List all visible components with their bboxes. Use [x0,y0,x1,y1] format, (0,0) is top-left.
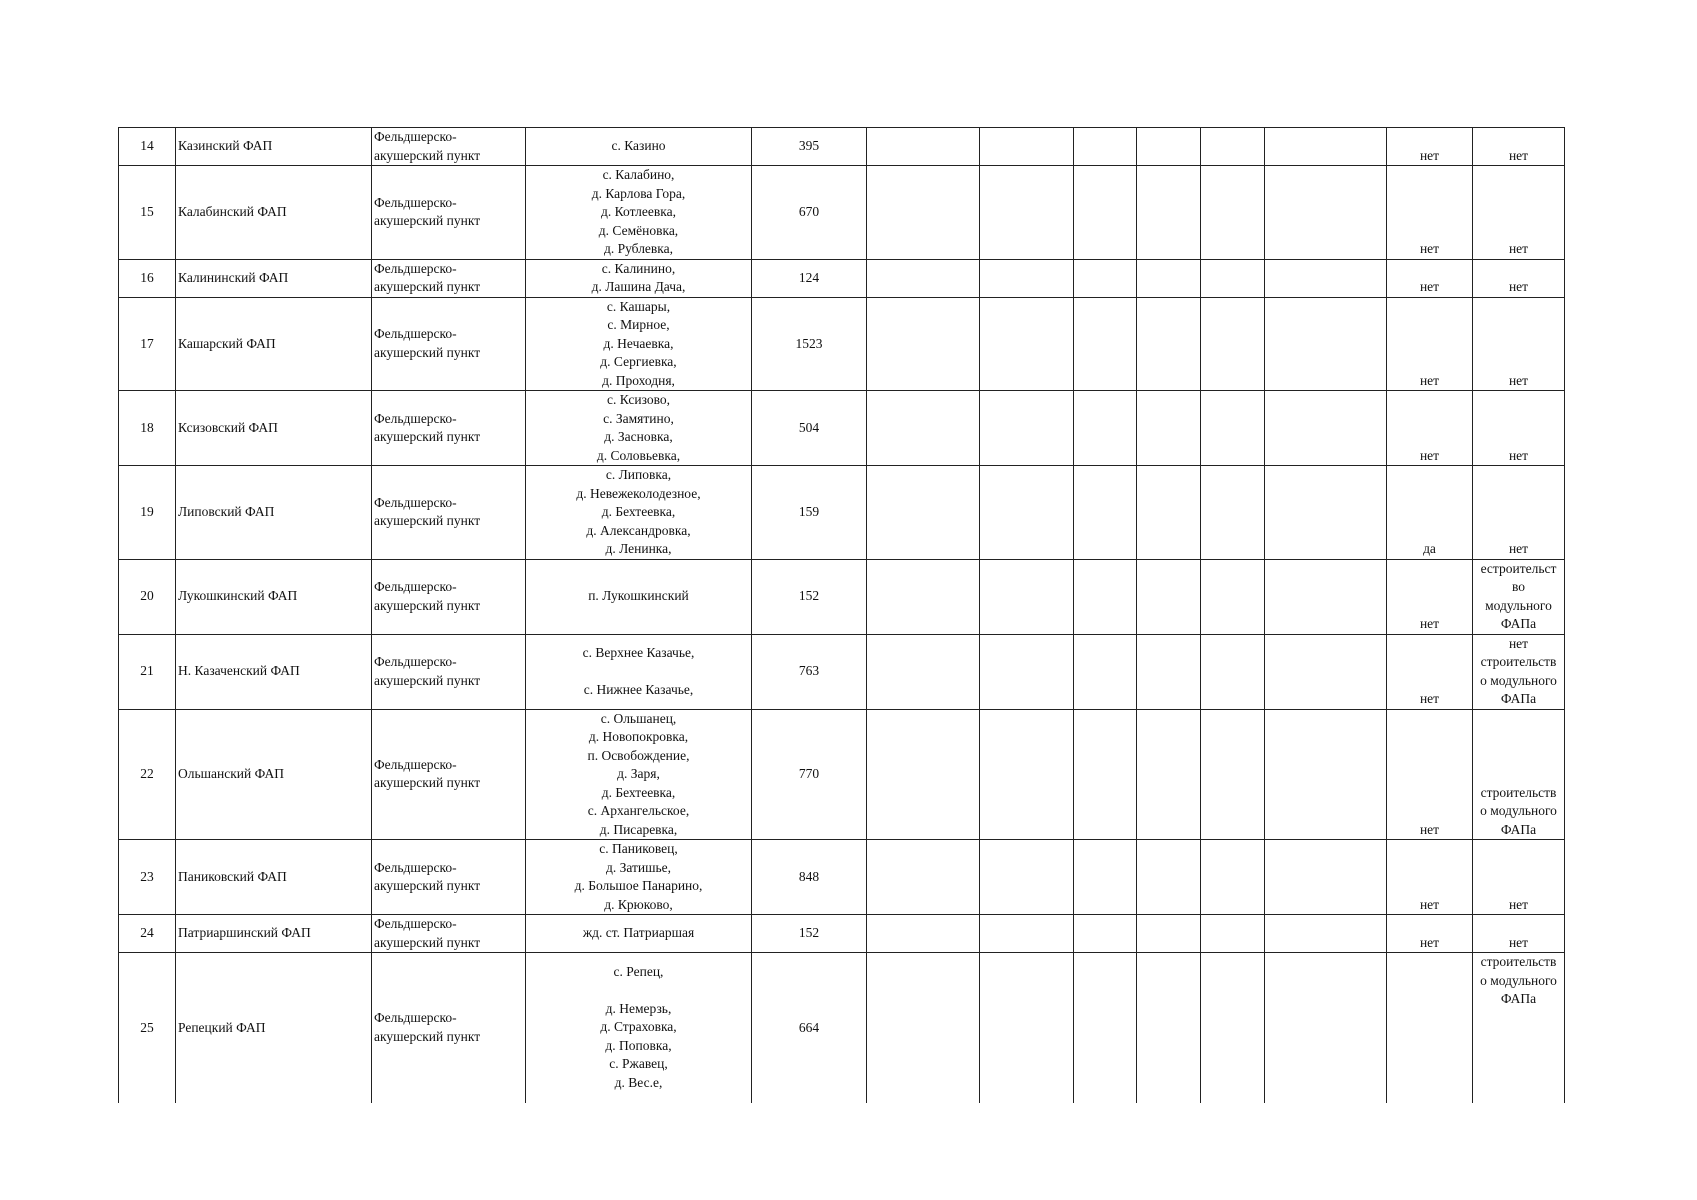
facility-type-line: Фельдшерско- [374,654,457,669]
empty-cell [1265,259,1387,297]
served-settlements [526,915,752,953]
row-number: 18 [119,391,176,466]
facility-type [372,259,526,297]
empty-cell [1137,634,1201,709]
population: 664 [752,953,867,1103]
empty-cell [1201,466,1265,560]
status-flag: нет [1387,709,1473,840]
empty-cell [980,559,1074,634]
served-settlements-line: д. Новопокровка, [588,729,689,744]
facility-type-line: Фельдшерско- [374,1010,457,1026]
population: 1523 [752,297,867,391]
facility-type [372,128,526,166]
facility-type [372,391,526,466]
served-settlements [526,391,752,466]
served-settlements-line: д. Карлова Гора, [591,185,686,201]
served-settlements [526,953,752,1103]
population: 152 [752,559,867,634]
status-note [1473,634,1565,709]
facility-type-line: акушерский пункт [374,279,481,294]
served-settlements-line: д. Проходня, [602,372,675,388]
facility-type-line: Фельдшерско- [374,916,457,931]
facility-name: Казинский ФАП [176,128,372,166]
empty-cell [867,391,980,466]
empty-cell [867,840,980,915]
facility-type-line: Фельдшерско- [374,494,457,510]
row-number: 14 [119,128,176,166]
served-settlements-line: д. Засновка, [604,429,673,444]
facility-type-line: акушерский пункт [374,934,481,950]
served-settlements-line: с. Калабино, [602,167,675,182]
empty-cell [980,840,1074,915]
population: 848 [752,840,867,915]
status-note [1473,166,1565,260]
empty-cell [1137,259,1201,297]
empty-cell [867,166,980,260]
empty-cell [1201,709,1265,840]
empty-cell [1074,391,1137,466]
facility-type-line: Фельдшерско- [374,410,457,426]
served-settlements-line: жд. ст. Патриаршая [582,925,695,941]
served-settlements-line [528,982,749,1000]
row-number: 15 [119,166,176,260]
facility-name: Калининский ФАП [176,259,372,297]
status-note-line: во [1511,579,1526,594]
facility-name: Лукошкинский ФАП [176,559,372,634]
table-row [119,166,1565,260]
facility-type-line: Фельдшерско- [374,859,457,875]
served-settlements-line: д. Писаревка, [599,821,678,837]
status-flag: нет [1387,840,1473,915]
served-settlements-line: с. Липовка, [605,467,672,482]
served-settlements-line: д. Лашина Дача, [591,279,686,294]
empty-cell [1074,559,1137,634]
facility-type-line: акушерский пункт [374,597,481,613]
status-note-line: нет [1508,241,1529,256]
served-settlements-line: д. Заря, [617,766,660,781]
status-flag: нет [1387,391,1473,466]
empty-cell [1137,391,1201,466]
population: 159 [752,466,867,560]
status-flag: нет [1387,634,1473,709]
empty-cell [1265,391,1387,466]
empty-cell [1265,915,1387,953]
empty-cell [1265,709,1387,840]
facility-type-line: Фельдшерско- [374,260,457,276]
facility-type [372,466,526,560]
facility-type-line: акушерский пункт [374,513,481,529]
table-row [119,840,1565,915]
facility-type [372,559,526,634]
served-settlements-line [528,663,749,681]
status-flag: нет [1387,915,1473,953]
served-settlements-line: д. Ленинка, [605,541,672,556]
served-settlements-line: д. Немерзь, [605,1000,672,1016]
status-note-line: нет [1508,635,1529,651]
status-note-line: естроительст [1480,560,1557,576]
empty-cell [1201,634,1265,709]
served-settlements-line: д. Сергиевка, [600,354,677,369]
served-settlements [526,559,752,634]
table-row [119,128,1565,166]
status-flag: нет [1387,559,1473,634]
status-note-line: ФАПа [1500,991,1537,1006]
empty-cell [1137,559,1201,634]
empty-cell [1137,953,1201,1103]
served-settlements-line: с. Кашары, [606,298,671,314]
row-number: 25 [119,953,176,1103]
facility-type [372,840,526,915]
status-flag: да [1387,466,1473,560]
population: 770 [752,709,867,840]
status-note [1473,466,1565,560]
served-settlements [526,634,752,709]
empty-cell [980,297,1074,391]
empty-cell [980,259,1074,297]
served-settlements-line: д. Поповка, [605,1037,672,1053]
row-number: 16 [119,259,176,297]
served-settlements-line: с. Репец, [613,964,664,980]
served-settlements-line: с. Паниковец, [599,841,678,856]
empty-cell [1265,297,1387,391]
served-settlements-line: с. Ксизово, [606,392,671,407]
empty-cell [867,709,980,840]
status-note-line: о модульного [1480,972,1557,988]
facility-name: Кашарский ФАП [176,297,372,391]
status-flag: нет [1387,166,1473,260]
status-note-line: о модульного [1480,803,1557,818]
facility-name: Н. Казаченский ФАП [176,634,372,709]
served-settlements [526,466,752,560]
empty-cell [980,915,1074,953]
empty-cell [867,953,980,1103]
empty-cell [1265,128,1387,166]
empty-cell [1074,466,1137,560]
served-settlements-line: д. Бехтеевка, [601,784,676,800]
status-note [1473,297,1565,391]
empty-cell [1201,391,1265,466]
empty-cell [1074,166,1137,260]
empty-cell [1201,840,1265,915]
facility-type [372,915,526,953]
empty-cell [1074,128,1137,166]
empty-cell [1074,297,1137,391]
empty-cell [1265,953,1387,1103]
facility-type-line: акушерский пункт [374,775,481,791]
served-settlements-line: с. Ржавец, [609,1056,668,1072]
facility-type-line: акушерский пункт [374,672,481,688]
served-settlements-line: с. Архангельское, [587,803,690,818]
empty-cell [1137,166,1201,260]
empty-cell [1074,709,1137,840]
row-number: 20 [119,559,176,634]
served-settlements-line: д. Затишье, [605,859,672,875]
facility-name: Ксизовский ФАП [176,391,372,466]
empty-cell [1074,634,1137,709]
empty-cell [980,709,1074,840]
served-settlements-line: с. Казино [611,138,666,154]
served-settlements-line: п. Освобождение, [587,747,690,763]
facility-name: Патриаршинский ФАП [176,915,372,953]
empty-cell [980,128,1074,166]
facility-type-line: акушерский пункт [374,344,481,360]
status-note-line: нет [1508,279,1529,294]
empty-cell [867,915,980,953]
row-number: 22 [119,709,176,840]
served-settlements [526,297,752,391]
status-note [1473,259,1565,297]
served-settlements-line: д. Невежеколодезное, [576,485,701,501]
facility-type [372,634,526,709]
empty-cell [867,466,980,560]
population: 395 [752,128,867,166]
empty-cell [867,634,980,709]
row-number: 21 [119,634,176,709]
facility-type-line: Фельдшерско- [374,129,457,144]
empty-cell [980,953,1074,1103]
empty-cell [1137,128,1201,166]
population: 670 [752,166,867,260]
facility-type-line: Фельдшерско- [374,756,457,772]
status-note-line: ФАПа [1500,616,1537,631]
empty-cell [867,259,980,297]
facility-type [372,953,526,1103]
empty-cell [1201,915,1265,953]
facility-name: Репецкий ФАП [176,953,372,1103]
facility-name: Ольшанский ФАП [176,709,372,840]
status-note-line: нет [1508,372,1529,388]
population: 124 [752,259,867,297]
served-settlements-line: д. Соловьевка, [596,447,681,463]
table-row [119,297,1565,391]
status-flag: нет [1387,259,1473,297]
status-note-line: нет [1508,934,1529,950]
status-note [1473,391,1565,466]
facility-type [372,709,526,840]
empty-cell [1137,297,1201,391]
served-settlements-line: д. Большое Панарино, [574,878,703,893]
served-settlements-line: п. Лукошкинский [588,588,689,604]
empty-cell [1074,840,1137,915]
served-settlements-line: д. Крюково, [604,896,673,912]
served-settlements-line: д. Страховка, [600,1019,677,1035]
empty-cell [1265,840,1387,915]
status-note [1473,953,1565,1103]
row-number: 19 [119,466,176,560]
table-row [119,953,1565,1103]
status-note-line: ФАПа [1500,691,1537,706]
served-settlements-line: с. Верхнее Казачье, [582,645,695,660]
table-row [119,915,1565,953]
table-row [119,391,1565,466]
facility-name: Паниковский ФАП [176,840,372,915]
empty-cell [980,466,1074,560]
table-row [119,466,1565,560]
facility-type-line: акушерский пункт [374,878,481,893]
status-note-line: модульного [1485,597,1552,613]
empty-cell [1265,166,1387,260]
status-flag [1387,953,1473,1103]
served-settlements-line: д. Рублевка, [603,241,674,256]
served-settlements-line: с. Нижнее Казачье, [583,681,694,697]
status-note [1473,709,1565,840]
served-settlements-line: д. Котлеевка, [601,204,676,219]
served-settlements-line: с. Калинино, [601,260,676,276]
empty-cell [1265,634,1387,709]
population: 152 [752,915,867,953]
row-number: 17 [119,297,176,391]
empty-cell [867,559,980,634]
empty-cell [1265,466,1387,560]
empty-cell [980,391,1074,466]
facility-name: Калабинский ФАП [176,166,372,260]
empty-cell [1201,559,1265,634]
status-note [1473,840,1565,915]
facility-type-line: Фельдшерско- [374,579,457,594]
served-settlements [526,840,752,915]
served-settlements [526,259,752,297]
facility-type-line: акушерский пункт [374,147,481,163]
served-settlements [526,166,752,260]
status-note-line: строительств [1480,954,1557,969]
facilities-table [118,127,1565,1103]
facility-type-line: акушерский пункт [374,213,481,229]
empty-cell [1074,915,1137,953]
empty-cell [867,128,980,166]
facility-type [372,166,526,260]
empty-cell [1201,166,1265,260]
row-number: 23 [119,840,176,915]
table-row [119,259,1565,297]
facility-type-line: акушерский пункт [374,429,481,444]
served-settlements-line: д. Александровка, [586,522,691,538]
served-settlements [526,709,752,840]
status-note-line: ФАПа [1500,821,1537,837]
status-note-line: строительств [1480,654,1557,669]
table-row [119,634,1565,709]
status-note-line: строительств [1480,784,1557,800]
served-settlements-line: с. Ольшанец, [600,710,677,726]
served-settlements-line: д. Нечаевка, [603,335,674,351]
empty-cell [1265,559,1387,634]
served-settlements-line: с. Замятино, [603,410,674,426]
served-settlements-line: с. Мирное, [607,317,670,332]
empty-cell [1201,259,1265,297]
empty-cell [1137,915,1201,953]
table-row [119,559,1565,634]
empty-cell [1074,953,1137,1103]
status-note-line: нет [1508,541,1529,556]
status-note [1473,128,1565,166]
status-flag: нет [1387,128,1473,166]
facility-type-line: Фельдшерско- [374,326,457,342]
empty-cell [1201,128,1265,166]
status-flag: нет [1387,297,1473,391]
facility-type-line: акушерский пункт [374,1028,481,1044]
empty-cell [1137,840,1201,915]
served-settlements-line: д. Бехтеевка, [601,504,676,519]
empty-cell [1137,466,1201,560]
status-note-line: нет [1508,896,1529,912]
status-note-line: нет [1508,447,1529,463]
status-note [1473,915,1565,953]
status-note-line: нет [1508,147,1529,163]
empty-cell [1201,297,1265,391]
facility-type-line: Фельдшерско- [374,194,457,210]
facility-name: Липовский ФАП [176,466,372,560]
served-settlements-line: д. Вес.е, [614,1074,663,1090]
row-number: 24 [119,915,176,953]
empty-cell [1137,709,1201,840]
facility-type [372,297,526,391]
empty-cell [867,297,980,391]
status-note [1473,559,1565,634]
served-settlements-line: д. Семёновка, [598,222,679,238]
empty-cell [1074,259,1137,297]
population: 504 [752,391,867,466]
empty-cell [980,166,1074,260]
status-note-line: о модульного [1480,672,1557,688]
empty-cell [1201,953,1265,1103]
empty-cell [980,634,1074,709]
table-row [119,709,1565,840]
served-settlements [526,128,752,166]
population: 763 [752,634,867,709]
